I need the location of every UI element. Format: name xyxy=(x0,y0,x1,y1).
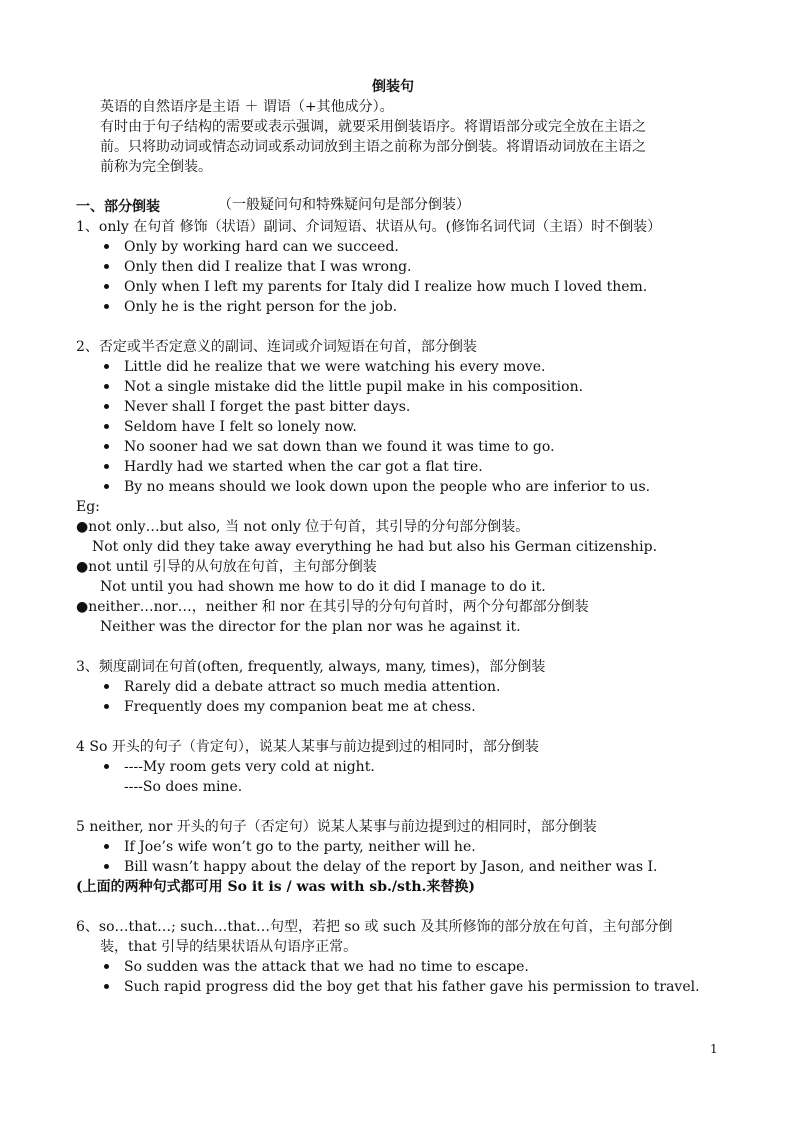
bullet xyxy=(104,244,109,249)
rule-3-heading: 3、频度副词在句首(often, frequently, always, many, times)，部分倒装 xyxy=(76,659,546,675)
eg-item-heading: ●not until 引导的从句放在句首，主句部分倒装 xyxy=(76,559,377,575)
eg-item-example: Not only did they take away everything he had but also his German citizenship. xyxy=(92,539,658,555)
example-line: Frequently does my companion beat me at chess. xyxy=(124,699,476,715)
bullet xyxy=(104,684,109,689)
example-line: So sudden was the attack that we had no time to escape. xyxy=(124,959,529,975)
intro-line-2c: 前称为完全倒装。 xyxy=(100,159,212,175)
bullet xyxy=(104,484,109,489)
example-line: Only when I left my parents for Italy did I realize how much I loved them. xyxy=(124,279,648,295)
example-line: ----My room gets very cold at night. xyxy=(124,759,375,775)
intro-line-1: 英语的自然语序是主语 ＋ 谓语（+其他成分）。 xyxy=(100,99,394,115)
rule-5-note: (上面的两种句式都可用 So it is / was with sb./sth.来替换) xyxy=(76,879,475,895)
page-number: 1 xyxy=(710,1042,718,1056)
eg-label: Eg: xyxy=(76,499,100,515)
example-line: Never shall I forget the past bitter days. xyxy=(124,399,411,415)
eg-item-example: Not until you had shown me how to do it did I manage to do it. xyxy=(100,579,546,595)
rule-1-heading: 1、only 在句首 修饰（状语）副词、介词短语、状语从句。(修饰名词代词（主语）时不倒装） xyxy=(76,219,662,235)
bullet xyxy=(104,844,109,849)
bullet xyxy=(104,384,109,389)
section-note: （一般疑问句和特殊疑问句是部分倒装） xyxy=(218,197,470,213)
bullet xyxy=(104,424,109,429)
rule-5-heading: 5 neither, nor 开头的句子（否定句）说某人某事与前边提到过的相同时，部分倒装 xyxy=(76,819,597,835)
bullet xyxy=(104,704,109,709)
example-line: Hardly had we started when the car got a flat tire. xyxy=(124,459,483,475)
eg-item-heading: ●neither…nor…，neither 和 nor 在其引导的分句句首时，两个分句都部分倒装 xyxy=(76,599,589,615)
bullet xyxy=(104,464,109,469)
eg-item-heading: ●not only…but also, 当 not only 位于句首，其引导的分句部分倒装。 xyxy=(76,519,530,535)
rule-6-heading-b: 装，that 引导的结果状语从句语序正常。 xyxy=(100,939,358,955)
example-line: Seldom have I felt so lonely now. xyxy=(124,419,357,435)
example-line: By no means should we look down upon the people who are inferior to us. xyxy=(124,479,651,495)
section-heading: 一、部分倒装 xyxy=(76,199,160,215)
bullet xyxy=(104,404,109,409)
eg-item-example: Neither was the director for the plan nor was he against it. xyxy=(100,619,521,635)
example-line: Bill wasn’t happy about the delay of the report by Jason, and neither was I. xyxy=(124,859,658,875)
example-line: Only he is the right person for the job. xyxy=(124,299,398,315)
rule-6-heading-a: 6、so…that…; such…that…句型，若把 so 或 such 及其所修饰的部分放在句首，主句部分倒 xyxy=(76,919,673,935)
bullet xyxy=(104,264,109,269)
intro-line-2b: 前。只将助动词或情态动词或系动词放到主语之前称为部分倒装。将谓语动词放在主语之 xyxy=(100,139,646,155)
intro-line-2a: 有时由于句子结构的需要或表示强调，就要采用倒装语序。将谓语部分或完全放在主语之 xyxy=(100,119,646,135)
page-title: 倒装句 xyxy=(372,79,414,95)
example-line: No sooner had we sat down than we found it was time to go. xyxy=(124,439,555,455)
bullet xyxy=(104,364,109,369)
bullet xyxy=(104,444,109,449)
bullet xyxy=(104,864,109,869)
example-line: If Joe’s wife won’t go to the party, neither will he. xyxy=(124,839,476,855)
example-line: ----So does mine. xyxy=(124,779,243,795)
example-line: Only then did I realize that I was wrong. xyxy=(124,259,412,275)
example-line: Such rapid progress did the boy get that his father gave his permission to travel. xyxy=(124,979,700,995)
rule-4-heading: 4 So 开头的句子（肯定句），说某人某事与前边提到过的相同时，部分倒装 xyxy=(76,739,539,755)
example-line: Little did he realize that we were watching his every move. xyxy=(124,359,546,375)
bullet xyxy=(104,984,109,989)
bullet xyxy=(104,304,109,309)
example-line: Rarely did a debate attract so much media attention. xyxy=(124,679,501,695)
example-line: Only by working hard can we succeed. xyxy=(124,239,399,255)
example-line: Not a single mistake did the little pupil make in his composition. xyxy=(124,379,584,395)
bullet xyxy=(104,284,109,289)
bullet xyxy=(104,764,109,769)
bullet xyxy=(104,964,109,969)
rule-2-heading: 2、否定或半否定意义的副词、连词或介词短语在句首，部分倒装 xyxy=(76,339,477,355)
